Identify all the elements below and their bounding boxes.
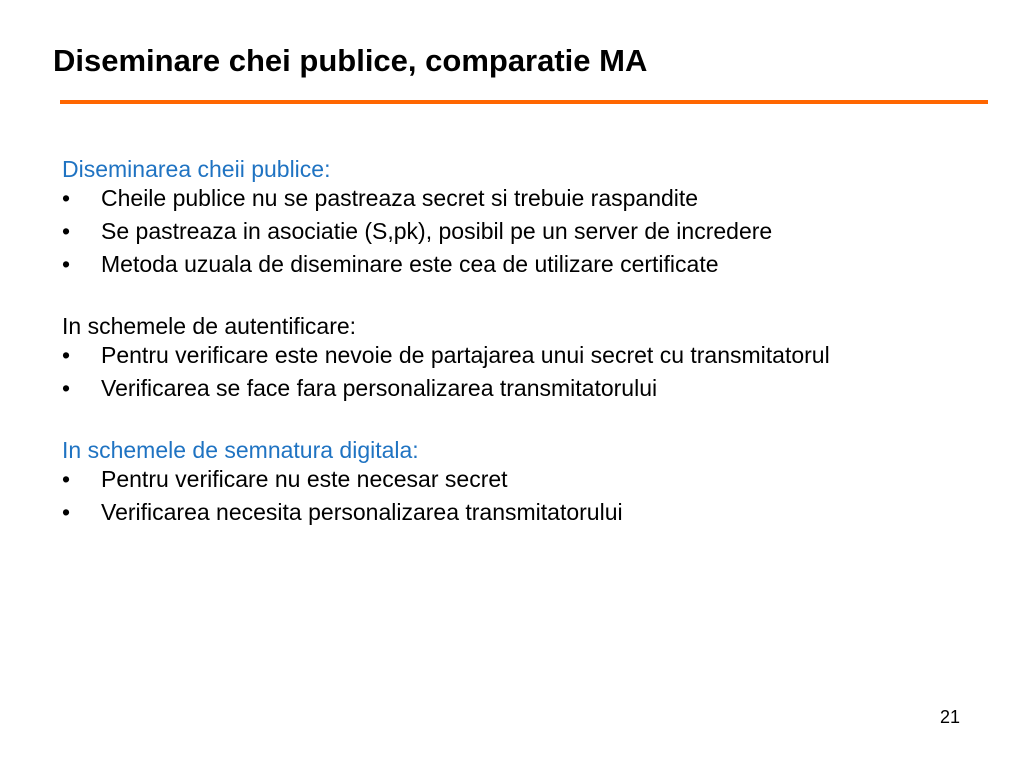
page-number: 21	[939, 707, 960, 727]
section-digital-signature-schemes	[62, 434, 962, 525]
bullet-item	[62, 186, 962, 211]
bullet-marker: •	[62, 251, 71, 277]
section-public-key-dissemination	[62, 153, 962, 277]
bullet-item	[62, 219, 962, 244]
bullet-item	[62, 376, 962, 401]
section-heading: In schemele de autentificare:	[62, 313, 357, 339]
bullet-text: Cheile publice nu se pastreaza secret si trebuie raspandite	[101, 185, 699, 211]
bullet-text: Pentru verificare nu este necesar secret	[101, 466, 508, 492]
section-heading: Diseminarea cheii publice:	[62, 156, 331, 182]
bullet-marker: •	[62, 185, 71, 211]
bullet-text: Metoda uzuala de diseminare este cea de utilizare certificate	[101, 251, 719, 277]
bullet-item	[62, 467, 962, 492]
section-authentication-schemes	[62, 310, 962, 401]
bullet-text: Pentru verificare este nevoie de partajarea unui secret cu transmitatorul	[101, 342, 830, 368]
title-underline	[60, 100, 988, 104]
bullet-marker: •	[62, 342, 71, 368]
bullet-marker: •	[62, 218, 71, 244]
bullet-item	[62, 252, 962, 277]
bullet-text: Verificarea necesita personalizarea transmitatorului	[101, 499, 623, 525]
bullet-item	[62, 500, 962, 525]
bullet-text: Se pastreaza in asociatie (S,pk), posibil pe un server de incredere	[101, 218, 773, 244]
slide-content	[62, 153, 962, 558]
bullet-list	[62, 186, 962, 277]
bullet-marker: •	[62, 466, 71, 492]
bullet-text: Verificarea se face fara personalizarea transmitatorului	[101, 375, 658, 401]
bullet-list	[62, 343, 962, 401]
bullet-marker: •	[62, 499, 71, 525]
slide-title: Diseminare chei publice, comparatie MA	[53, 43, 648, 78]
bullet-marker: •	[62, 375, 71, 401]
bullet-list	[62, 467, 962, 525]
bullet-item	[62, 343, 962, 368]
section-heading: In schemele de semnatura digitala:	[62, 437, 419, 463]
